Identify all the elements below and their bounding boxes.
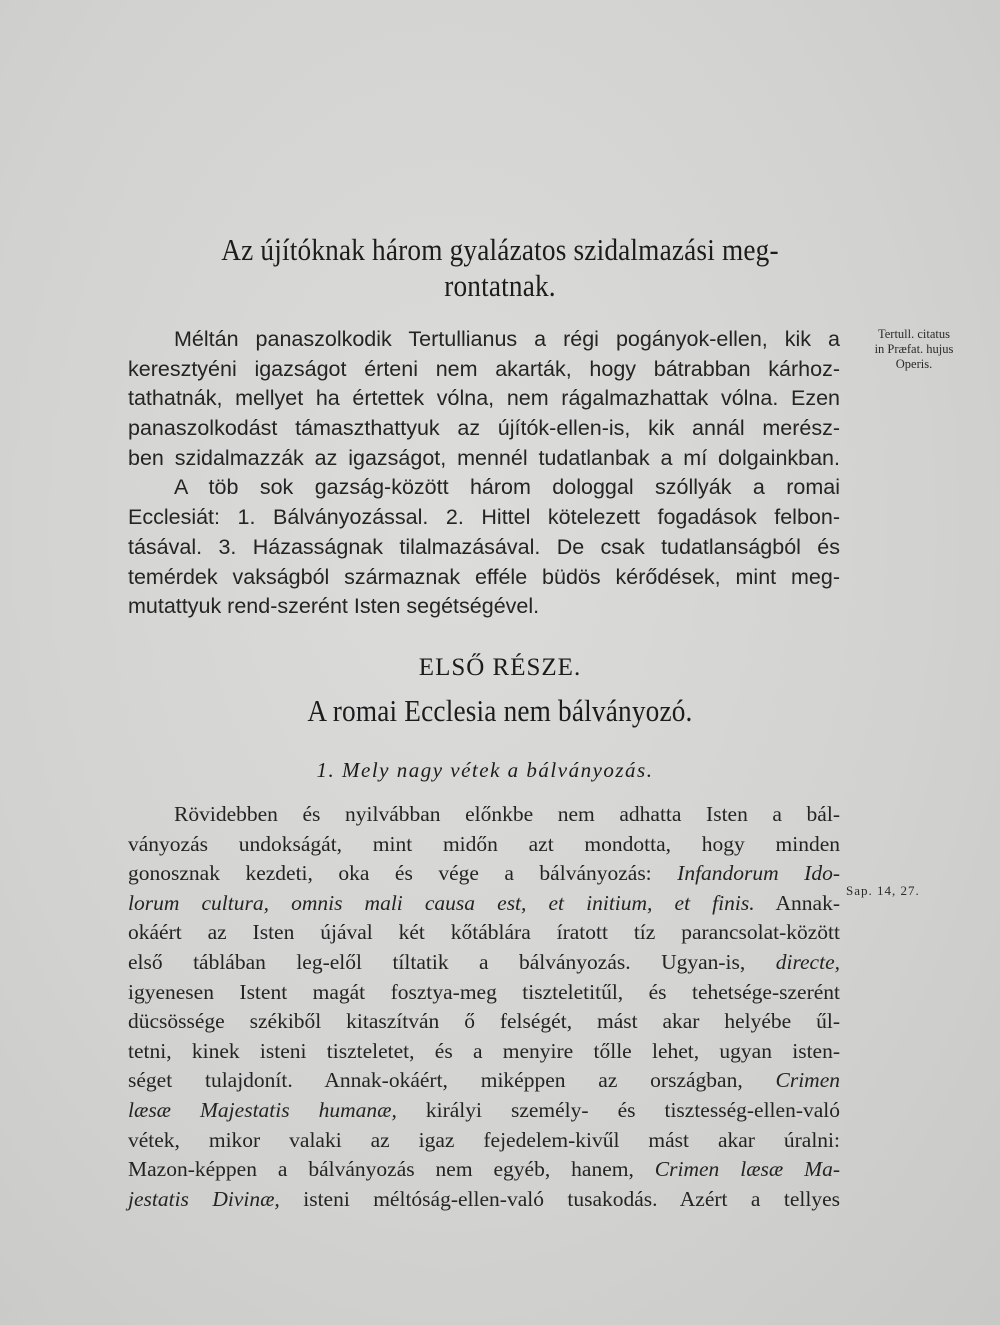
paragraph-line: panaszolkodást támaszthattyuk az újítók-ellen-is, kik annál merész- bbox=[128, 416, 840, 441]
paragraph-line bbox=[128, 948, 840, 978]
text-run: Mazon-képpen a bálványozás nem egyéb, hanem, bbox=[128, 1157, 655, 1182]
paragraph-line bbox=[128, 1066, 840, 1096]
latin-quote: lorum cultura, omnis mali causa est, et initium, et finis. bbox=[128, 890, 755, 915]
margin-note-line: Operis. bbox=[895, 357, 933, 371]
text-run: királyi személy- és tisztesség-ellen-való bbox=[396, 1097, 840, 1122]
chapter-title bbox=[183, 232, 817, 304]
latin-quote: Crimen bbox=[775, 1068, 840, 1093]
latin-quote: Infandorum Ido- bbox=[677, 861, 840, 886]
section-title: A romai Ecclesia nem bálványozó. bbox=[307, 693, 693, 728]
paragraph-line: tetni, kinek isteni tiszteletet, és a menyire tőlle lehet, ugyan isten- bbox=[128, 1038, 840, 1063]
paragraph-line bbox=[128, 1155, 840, 1185]
text-run: gonosznak kezdeti, oka és vége a bálványozás: bbox=[128, 861, 678, 886]
part-title: ELSŐ RÉSZE. bbox=[418, 654, 582, 681]
paragraph-line: Rövidebben és nyilvábban előnkbe nem adhatta Isten a bál- bbox=[174, 802, 840, 826]
margin-note-sapientia: Sap. 14, 27. bbox=[846, 883, 920, 898]
latin-quote: læsæ Majestatis humanæ, bbox=[128, 1097, 397, 1122]
paragraph-line: ványozás undokságát, mint midőn azt mondotta, hogy minden bbox=[128, 831, 840, 856]
paragraph-line: tásával. 3. Házasságnak tilalmazásával. De csak tudatlanságból és bbox=[128, 534, 840, 559]
chapter-title-line-2: rontatnak. bbox=[444, 268, 556, 303]
paragraph-line: vétek, mikor valaki az igaz fejedelem-kivűl mást akar úralni: bbox=[128, 1127, 840, 1152]
text-run: Annak- bbox=[754, 890, 840, 915]
paragraph-line: okáért az Isten újával két kőtáblára íratott tíz parancsolat-között bbox=[128, 920, 840, 945]
latin-word: directe, bbox=[745, 949, 840, 974]
paragraph-line: Ecclesiát: 1. Bálványozással. 2. Hittel kötelezett fogadások felbon- bbox=[128, 505, 840, 530]
main-paragraph bbox=[128, 800, 840, 1214]
latin-quote: Crimen læsæ Ma- bbox=[654, 1157, 840, 1182]
chapter-title-line-1: Az újítóknak három gyalázatos szidalmazási meg- bbox=[221, 232, 779, 267]
text-run: séget tulajdonít. Annak-okáért, miképpen az országban, bbox=[128, 1068, 776, 1093]
paragraph-line: temérdek vakságból származnak efféle büdös kérődések, mint meg- bbox=[128, 564, 840, 589]
paragraph-line: A töb sok gazság-között három dologgal szóllyák a romai bbox=[174, 475, 840, 500]
paragraph-line: dücsössége székiből kitaszítván ő felségét, mást akar helyébe űl- bbox=[128, 1009, 840, 1034]
paragraph-line: igyenesen Istent magát fosztya-meg tiszteletitűl, és tehetsége-szerént bbox=[128, 979, 840, 1004]
margin-note-line: Tertull. citatus bbox=[877, 327, 951, 341]
margin-note-line: in Præfat. hujus bbox=[874, 342, 954, 356]
intro-paragraph bbox=[128, 325, 840, 622]
text-run: első táblában leg-elől tíltatik a bálványozás. Ugyan-is, bbox=[128, 949, 746, 974]
paragraph-line bbox=[128, 889, 840, 919]
paragraph-line: keresztyéni igazságot érteni nem akarták, hogy bátrabban kárhoz- bbox=[128, 356, 840, 381]
paragraph-line: Méltán panaszolkodik Tertullianus a régi pogányok-ellen, kik a bbox=[174, 327, 840, 351]
paragraph-line: mutattyuk rend-szerént Isten segétségével. bbox=[128, 594, 540, 619]
sub-heading: 1. Mely nagy vétek a bálványozás. bbox=[316, 758, 654, 782]
paragraph-line bbox=[128, 1185, 840, 1215]
latin-quote: jestatis Divinæ, bbox=[128, 1186, 280, 1211]
paragraph-line bbox=[128, 1096, 840, 1126]
paragraph-line: ben szidalmazzák az igazságot, mennél tudatlanbak a mí dolgainkban. bbox=[128, 445, 840, 470]
paragraph-line bbox=[128, 859, 840, 889]
margin-note-tertullian bbox=[844, 327, 984, 372]
text-run: isteni méltóság-ellen-való tusakodás. Azért a tellyes bbox=[279, 1186, 840, 1211]
paragraph-line: tathatnák, mellyet ha értettek vólna, nem rágalmazhattak vólna. Ezen bbox=[128, 386, 840, 411]
